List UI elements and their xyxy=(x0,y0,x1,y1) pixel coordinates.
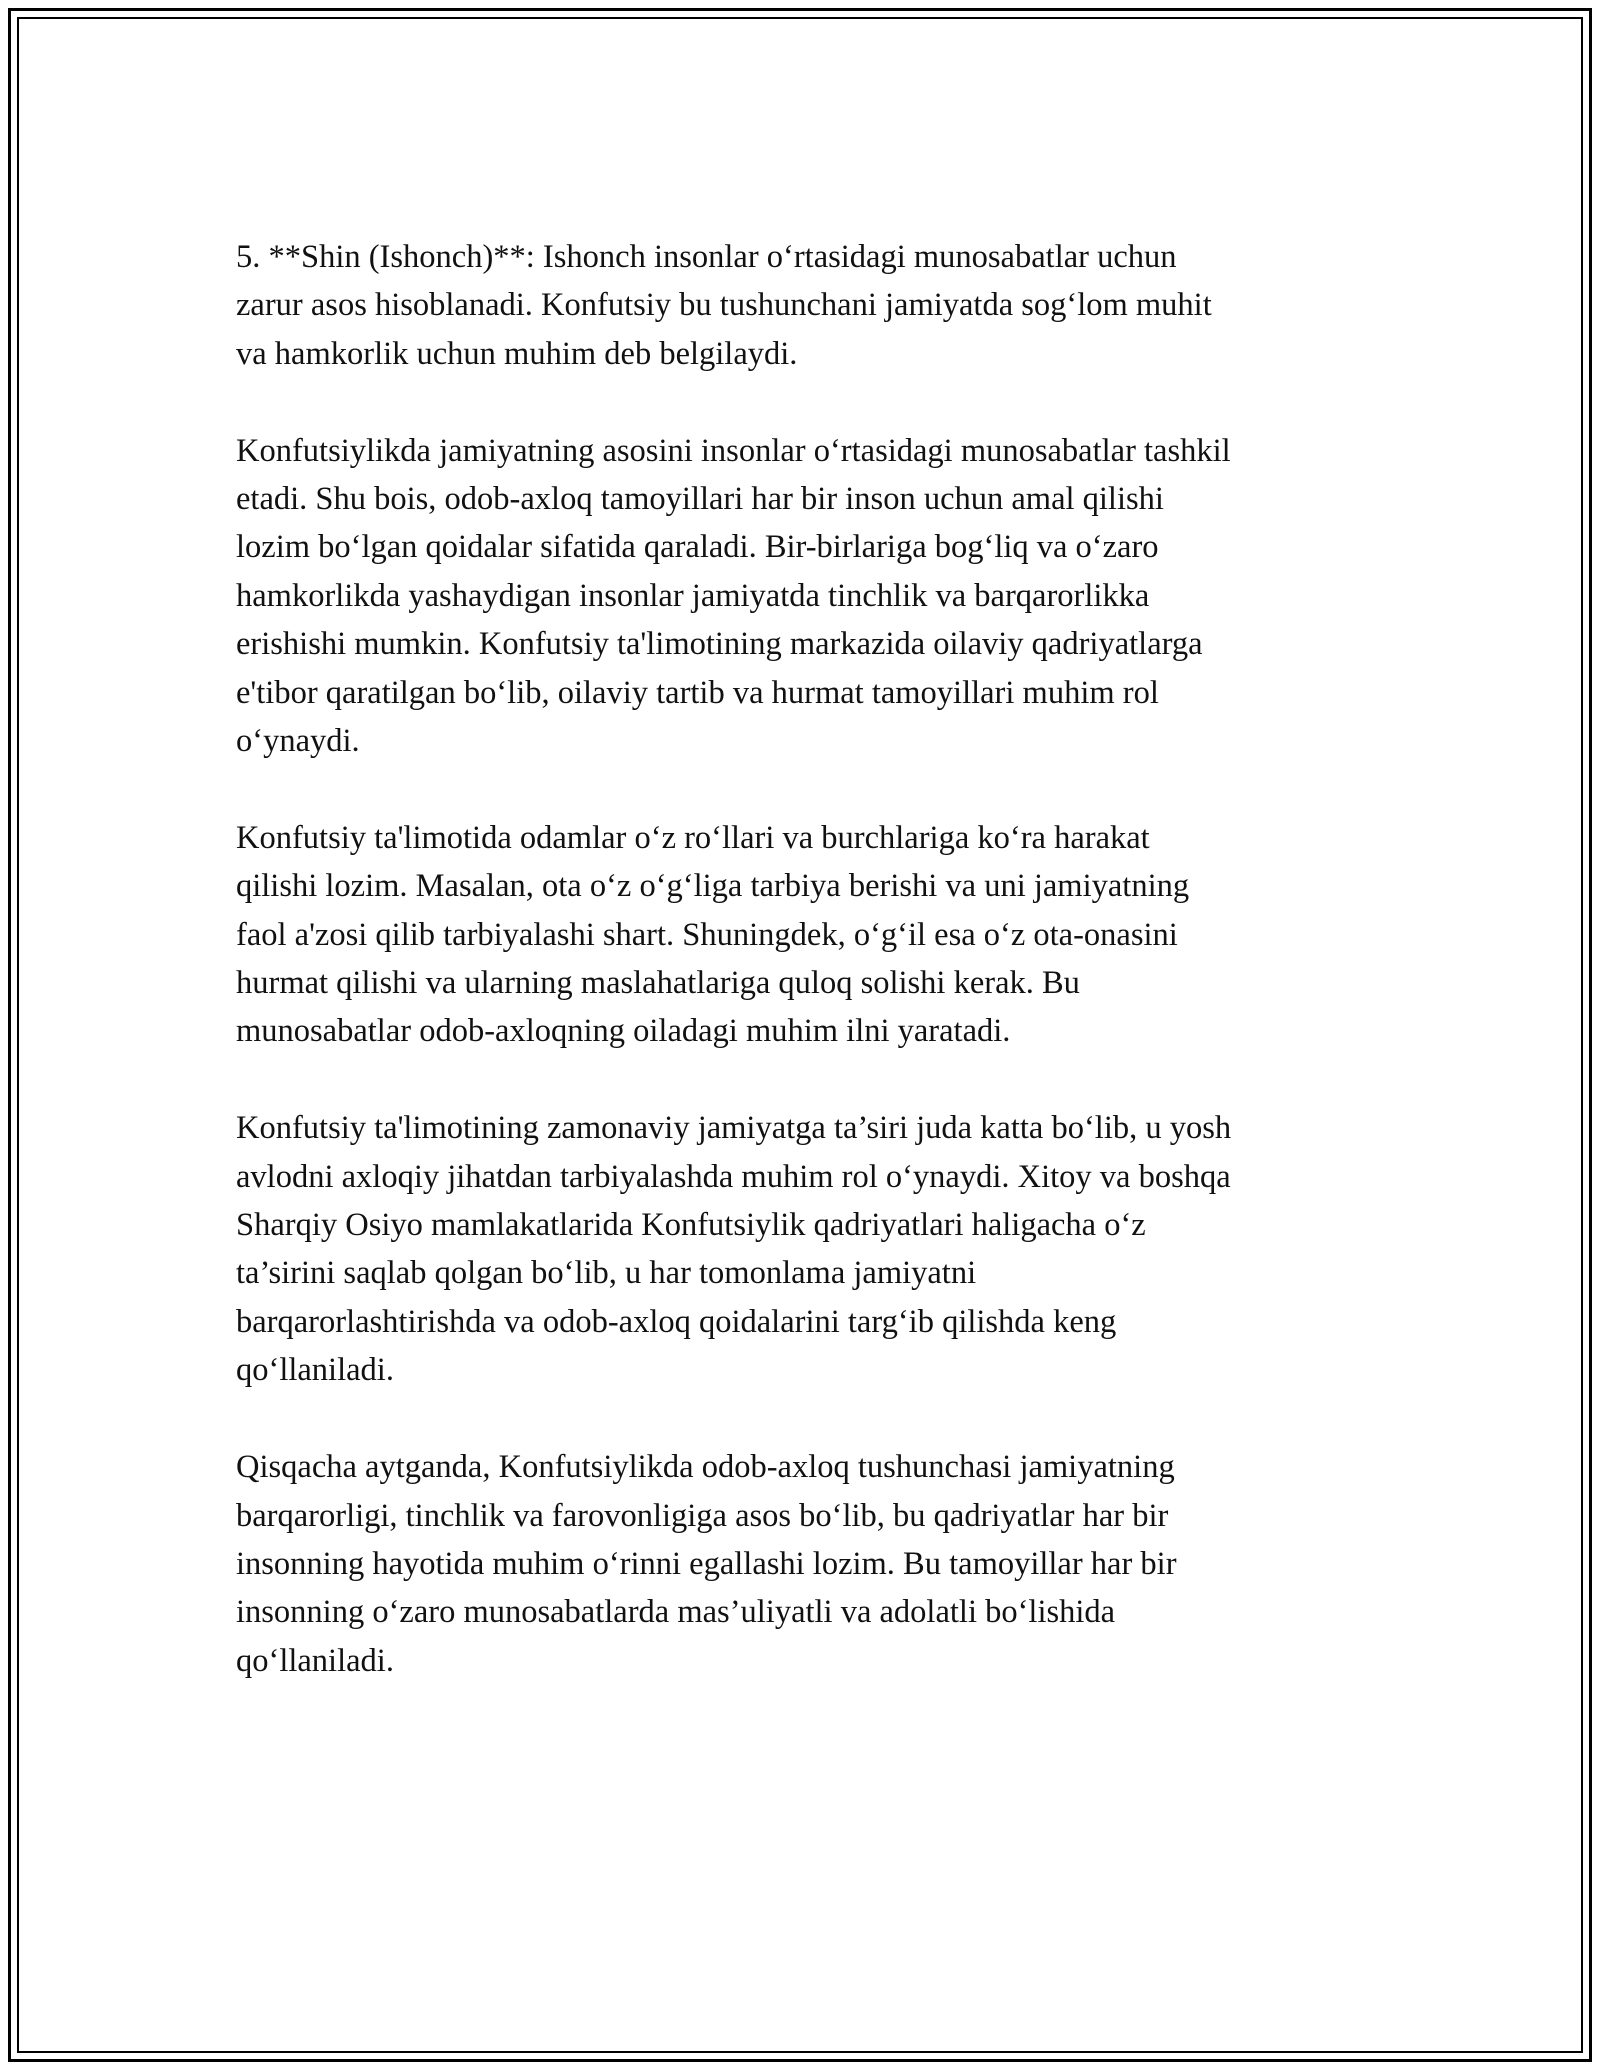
paragraph-roles-duties: Konfutsiy ta'limotida odamlar o‘z ro‘llari va burchlariga ko‘ra harakat qilishi lozim. Masalan, ota o‘z o‘g‘liga tarbiya berishi va uni jamiyatning faol a'zosi qilib tarbiyalashi shart. Shuningdek, o‘g‘il esa o‘z ota-onasini hurmat qilishi va ularning maslahatlariga quloq solishi kerak. Bu munosabatlar odob-axloqning oiladagi muhim ilni yaratadi. xyxy=(236,819,1190,1050)
paragraph-conclusion: Qisqacha aytganda, Konfutsiylikda odob-axloq tushunchasi jamiyatning barqarorligi, tinchlik va farovonligiga asos bo‘lib, bu qadriyatlar har bir insonning hayotida muhim o‘rinni egallashi lozim. Bu tamoyillar har bir insonning o‘zaro munosabatlarda mas’uliyatli va adolatli bo‘lishida qo‘llaniladi. xyxy=(236,1449,1177,1679)
paragraph-society-relations: Konfutsiylikda jamiyatning asosini insonlar o‘rtasidagi munosabatlar tashkil etadi. Shu bois, odob-axloq tamoyillari har bir inson uchun amal qilishi lozim bo‘lgan qoidalar sifatida qaraladi. Bir-birlariga bog‘liq va o‘zaro hamkorlikda yashaydigan insonlar jamiyatda tinchlik va barqarorlikka erishishi mumkin. Konfutsiy ta'limotining markazida oilaviy qadriyatlarga e'tibor qaratilgan bo‘lib, oilaviy tartib va hurmat tamoyillari muhim rol o‘ynaydi. xyxy=(236,432,1231,760)
document-body xyxy=(236,233,1368,1734)
paragraph-modern-influence: Konfutsiy ta'limotining zamonaviy jamiyatga ta’siri juda katta bo‘lib, u yosh avlodni axloqiy jihatdan tarbiyalashda muhim rol o‘ynaydi. Xitoy va boshqa Sharqiy Osiyo mamlakatlarida Konfutsiylik qadriyatlari haligacha o‘z ta’sirini saqlab qolgan bo‘lib, u har tomonlama jamiyatni barqarorlashtirishda va odob-axloq qoidalarini targ‘ib qilishda keng qo‘llaniladi. xyxy=(236,1110,1232,1389)
paragraph-shin-ishonch: 5. **Shin (Ishonch)**: Ishonch insonlar o‘rtasidagi munosabatlar uchun zarur asos hisoblanadi. Konfutsiy bu tushunchani jamiyatda sog‘lom muhit va hamkorlik uchun muhim deb belgilaydi. xyxy=(236,239,1212,372)
